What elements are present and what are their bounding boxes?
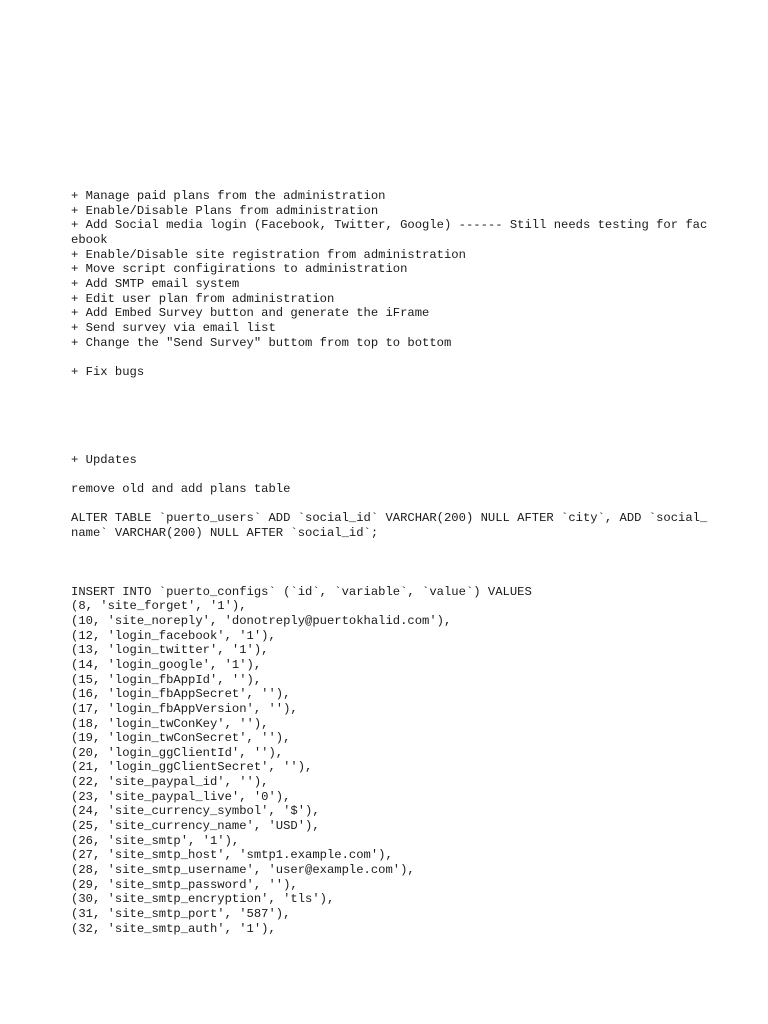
insert-row: (17, 'login_fbAppVersion', ''),	[71, 701, 298, 716]
insert-row: (20, 'login_ggClientId', ''),	[71, 745, 284, 760]
insert-statement-header: INSERT INTO `puerto_configs` (`id`, `variable`, `value`) VALUES	[71, 584, 532, 599]
insert-row: (29, 'site_smtp_password', ''),	[71, 877, 298, 892]
insert-row: (28, 'site_smtp_username', 'user@example.com'),	[71, 863, 415, 878]
insert-row: (31, 'site_smtp_port', '587'),	[71, 907, 291, 922]
insert-row: (13, 'login_twitter', '1'),	[71, 643, 269, 658]
feature-item: + Enable/Disable site registration from administration	[71, 247, 466, 262]
fix-bugs-line: + Fix bugs	[71, 364, 145, 379]
feature-item: + Enable/Disable Plans from administration	[71, 203, 379, 218]
insert-row: (8, 'site_forget', '1'),	[71, 599, 247, 614]
feature-item: + Move script configirations to administration	[71, 262, 408, 277]
insert-row: (16, 'login_fbAppSecret', ''),	[71, 687, 291, 702]
insert-row: (23, 'site_paypal_live', '0'),	[71, 789, 291, 804]
updates-heading: + Updates	[71, 452, 137, 467]
insert-row: (15, 'login_fbAppId', ''),	[71, 672, 262, 687]
feature-item: + Manage paid plans from the administration	[71, 189, 386, 203]
insert-row: (12, 'login_facebook', '1'),	[71, 628, 276, 643]
insert-row: (25, 'site_currency_name', 'USD'),	[71, 819, 320, 834]
insert-row: (26, 'site_smtp', '1'),	[71, 833, 240, 848]
insert-row: (18, 'login_twConKey', ''),	[71, 716, 269, 731]
insert-row: (32, 'site_smtp_auth', '1'),	[71, 921, 276, 936]
alter-table-statement: ALTER TABLE `puerto_users` ADD `social_id` VARCHAR(200) NULL AFTER `city`, ADD `social_name` VARCHAR(200) NULL AFTER `social_id`;	[71, 511, 708, 540]
feature-item: + Add Social media login (Facebook, Twitter, Google) ------ Still needs testing for facebook	[71, 218, 708, 247]
insert-row: (22, 'site_paypal_id', ''),	[71, 775, 269, 790]
feature-list	[71, 189, 711, 350]
insert-rows	[71, 599, 711, 936]
feature-item: + Send survey via email list	[71, 320, 276, 335]
feature-item: + Add SMTP email system	[71, 276, 240, 291]
insert-row: (30, 'site_smtp_encryption', 'tls'),	[71, 892, 335, 907]
insert-row: (21, 'login_ggClientSecret', ''),	[71, 760, 313, 775]
insert-row: (14, 'login_google', '1'),	[71, 657, 262, 672]
feature-item: + Edit user plan from administration	[71, 291, 335, 306]
feature-item: + Add Embed Survey button and generate the iFrame	[71, 306, 430, 321]
feature-item: + Change the "Send Survey" buttom from top to bottom	[71, 335, 452, 350]
insert-row: (19, 'login_twConSecret', ''),	[71, 731, 291, 746]
insert-row: (24, 'site_currency_symbol', '$'),	[71, 804, 320, 819]
insert-row: (10, 'site_noreply', 'donotreply@puertokhalid.com'),	[71, 613, 452, 628]
changelog-text	[71, 189, 711, 936]
plans-note: remove old and add plans table	[71, 482, 291, 497]
insert-row: (27, 'site_smtp_host', 'smtp1.example.com'),	[71, 848, 393, 863]
